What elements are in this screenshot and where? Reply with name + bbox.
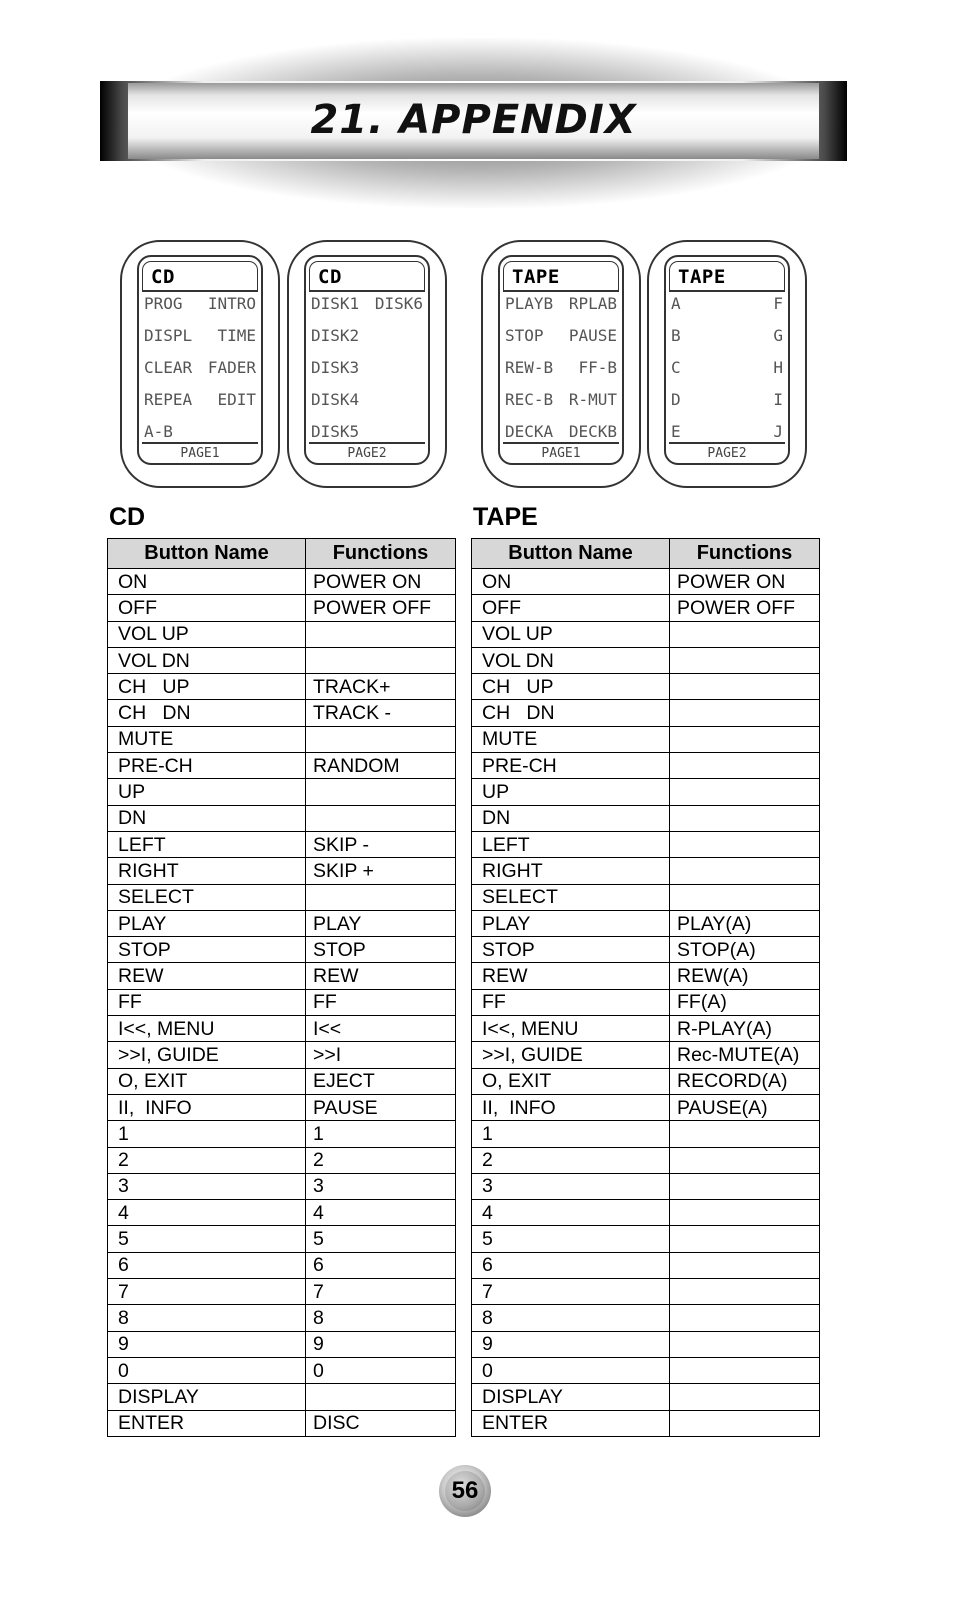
function-cell: 5	[306, 1226, 456, 1252]
lcd-left-label: REC-B	[505, 390, 554, 409]
lcd-page-label: PAGE1	[180, 446, 220, 461]
function-cell: DISC	[306, 1410, 456, 1436]
function-cell: 8	[306, 1305, 456, 1331]
lcd-row	[669, 390, 785, 410]
table-row	[108, 1252, 456, 1278]
lcd-row	[309, 358, 425, 378]
function-cell: STOP	[306, 937, 456, 963]
button-name-cell: PRE-CH	[472, 753, 670, 779]
lcd-row	[142, 326, 258, 346]
button-name-cell: MUTE	[472, 726, 670, 752]
lcd-row	[503, 422, 619, 442]
button-name-cell: 5	[472, 1226, 670, 1252]
table-row	[472, 910, 820, 936]
cd-section-title: CD	[109, 503, 146, 531]
lcd-row	[142, 294, 258, 314]
button-name-cell: OFF	[108, 595, 306, 621]
lcd-header	[669, 261, 785, 290]
table-row	[472, 647, 820, 673]
cd-table	[107, 538, 456, 1437]
page-number-badge	[439, 1465, 491, 1517]
button-name-cell: I<<, MENU	[472, 1016, 670, 1042]
table-row	[472, 1305, 820, 1331]
function-cell: POWER ON	[306, 569, 456, 595]
button-name-cell: SELECT	[472, 884, 670, 910]
lcd-right-label: G	[773, 326, 783, 345]
table-row	[108, 647, 456, 673]
lcd-footer-divider	[142, 442, 258, 444]
function-cell: REW	[306, 963, 456, 989]
lcd-screen	[498, 255, 624, 465]
lcd-row	[503, 326, 619, 346]
function-cell: I<<	[306, 1016, 456, 1042]
table-row	[108, 1279, 456, 1305]
table-row	[108, 1410, 456, 1436]
lcd-row	[669, 326, 785, 346]
button-name-cell: UP	[472, 779, 670, 805]
table-row	[108, 726, 456, 752]
function-cell	[670, 805, 820, 831]
function-cell: 0	[306, 1357, 456, 1383]
function-cell: PLAY(A)	[670, 910, 820, 936]
table-row	[472, 1226, 820, 1252]
table-row	[108, 1226, 456, 1252]
lcd-remote-3	[481, 240, 641, 488]
button-name-cell: ON	[472, 569, 670, 595]
button-name-cell: 3	[472, 1173, 670, 1199]
function-cell	[670, 1121, 820, 1147]
function-cell	[306, 805, 456, 831]
tape-header-functions: Functions	[670, 539, 820, 569]
function-cell: TRACK+	[306, 674, 456, 700]
table-row	[472, 753, 820, 779]
lcd-header	[309, 261, 425, 290]
button-name-cell: VOL UP	[472, 621, 670, 647]
button-name-cell: 4	[472, 1200, 670, 1226]
lcd-row	[309, 390, 425, 410]
function-cell	[306, 884, 456, 910]
lcd-left-label: DISK3	[311, 358, 360, 377]
table-row	[472, 1200, 820, 1226]
table-row	[472, 779, 820, 805]
lcd-right-label: R-MUT	[568, 390, 617, 409]
table-row	[472, 1410, 820, 1436]
lcd-left-label: DISPL	[144, 326, 193, 345]
button-name-cell: OFF	[472, 595, 670, 621]
table-row	[472, 1016, 820, 1042]
button-name-cell: 9	[472, 1331, 670, 1357]
table-row	[108, 595, 456, 621]
button-name-cell: 8	[108, 1305, 306, 1331]
button-name-cell: 6	[472, 1252, 670, 1278]
cd-header-functions: Functions	[306, 539, 456, 569]
lcd-divider	[142, 290, 258, 292]
table-row	[472, 726, 820, 752]
function-cell	[306, 647, 456, 673]
button-name-cell: CH UP	[472, 674, 670, 700]
button-name-cell: II, INFO	[472, 1094, 670, 1120]
lcd-left-label: A-B	[144, 422, 173, 441]
button-name-cell: 0	[108, 1357, 306, 1383]
table-row	[472, 674, 820, 700]
lcd-header	[503, 261, 619, 290]
table-row	[472, 621, 820, 647]
table-row	[108, 805, 456, 831]
lcd-row	[309, 422, 425, 442]
function-cell	[306, 726, 456, 752]
table-row	[472, 1252, 820, 1278]
function-cell	[670, 700, 820, 726]
table-row	[108, 1173, 456, 1199]
function-cell: SKIP +	[306, 858, 456, 884]
function-cell: Rec-MUTE(A)	[670, 1042, 820, 1068]
lcd-footer-divider	[669, 442, 785, 444]
table-row	[472, 858, 820, 884]
function-cell: 9	[306, 1331, 456, 1357]
button-name-cell: 3	[108, 1173, 306, 1199]
table-row	[472, 831, 820, 857]
lcd-left-label: REPEA	[144, 390, 193, 409]
table-row	[108, 937, 456, 963]
function-cell	[670, 1279, 820, 1305]
lcd-page-label: PAGE2	[347, 446, 387, 461]
function-cell: 3	[306, 1173, 456, 1199]
function-cell: FF(A)	[670, 989, 820, 1015]
lcd-title: CD	[318, 266, 342, 288]
lcd-row	[309, 294, 425, 314]
button-name-cell: UP	[108, 779, 306, 805]
table-row	[472, 1068, 820, 1094]
function-cell: PAUSE	[306, 1094, 456, 1120]
lcd-remote-1	[120, 240, 280, 488]
lcd-left-label: DISK5	[311, 422, 360, 441]
lcd-right-label: INTRO	[207, 294, 256, 313]
table-row	[472, 1147, 820, 1173]
table-row	[108, 1094, 456, 1120]
lcd-right-label: TIME	[217, 326, 256, 345]
button-name-cell: ON	[108, 569, 306, 595]
function-cell: PLAY	[306, 910, 456, 936]
button-name-cell: 2	[472, 1147, 670, 1173]
lcd-left-label: STOP	[505, 326, 544, 345]
button-name-cell: DISPLAY	[472, 1384, 670, 1410]
table-row	[472, 989, 820, 1015]
table-row	[108, 1147, 456, 1173]
function-cell	[670, 1410, 820, 1436]
lcd-row	[669, 422, 785, 442]
button-name-cell: FF	[472, 989, 670, 1015]
button-name-cell: ENTER	[472, 1410, 670, 1436]
table-row	[472, 1173, 820, 1199]
function-cell: TRACK -	[306, 700, 456, 726]
lcd-row	[669, 294, 785, 314]
button-name-cell: I<<, MENU	[108, 1016, 306, 1042]
lcd-row	[142, 358, 258, 378]
function-cell	[306, 621, 456, 647]
function-cell: SKIP -	[306, 831, 456, 857]
table-row	[472, 595, 820, 621]
button-name-cell: 7	[108, 1279, 306, 1305]
function-cell	[670, 1200, 820, 1226]
table-row	[472, 1121, 820, 1147]
table-row	[472, 884, 820, 910]
table-row	[108, 753, 456, 779]
lcd-title: TAPE	[678, 266, 726, 288]
function-cell: EJECT	[306, 1068, 456, 1094]
table-row	[472, 1042, 820, 1068]
lcd-row	[669, 358, 785, 378]
function-cell	[670, 1252, 820, 1278]
lcd-right-label: DISK6	[374, 294, 423, 313]
cd-header-button-name: Button Name	[108, 539, 306, 569]
lcd-left-label: B	[671, 326, 681, 345]
lcd-row	[142, 422, 258, 442]
button-name-cell: VOL DN	[108, 647, 306, 673]
button-name-cell: DISPLAY	[108, 1384, 306, 1410]
lcd-divider	[309, 290, 425, 292]
lcd-left-label: D	[671, 390, 681, 409]
lcd-right-label: J	[773, 422, 783, 441]
button-name-cell: 4	[108, 1200, 306, 1226]
lcd-left-label: PLAYB	[505, 294, 554, 313]
table-row	[108, 621, 456, 647]
function-cell	[670, 753, 820, 779]
table-row	[108, 884, 456, 910]
table-row	[108, 700, 456, 726]
lcd-row	[503, 390, 619, 410]
cd-table-header-row	[108, 539, 456, 569]
lcd-left-label: E	[671, 422, 681, 441]
table-row	[108, 674, 456, 700]
table-row	[108, 1068, 456, 1094]
table-row	[472, 805, 820, 831]
header-banner	[100, 81, 847, 161]
button-name-cell: CH DN	[108, 700, 306, 726]
lcd-left-label: DISK1	[311, 294, 360, 313]
function-cell: 7	[306, 1279, 456, 1305]
button-name-cell: REW	[108, 963, 306, 989]
function-cell	[670, 647, 820, 673]
function-cell	[670, 1331, 820, 1357]
button-name-cell: 2	[108, 1147, 306, 1173]
tape-section-title: TAPE	[473, 503, 538, 531]
button-name-cell: ENTER	[108, 1410, 306, 1436]
cd-table-body	[108, 569, 456, 1437]
button-name-cell: VOL DN	[472, 647, 670, 673]
function-cell: POWER OFF	[306, 595, 456, 621]
button-name-cell: PLAY	[108, 910, 306, 936]
function-cell: RANDOM	[306, 753, 456, 779]
tape-header-button-name: Button Name	[472, 539, 670, 569]
button-name-cell: 0	[472, 1357, 670, 1383]
button-name-cell: CH DN	[472, 700, 670, 726]
lcd-left-label: CLEAR	[144, 358, 193, 377]
button-name-cell: LEFT	[472, 831, 670, 857]
function-cell	[306, 779, 456, 805]
lcd-screen	[664, 255, 790, 465]
lcd-remote-4	[647, 240, 807, 488]
function-cell: POWER OFF	[670, 595, 820, 621]
table-row	[108, 1016, 456, 1042]
table-row	[108, 1042, 456, 1068]
button-name-cell: 8	[472, 1305, 670, 1331]
lcd-screen	[304, 255, 430, 465]
button-name-cell: 9	[108, 1331, 306, 1357]
button-name-cell: RIGHT	[472, 858, 670, 884]
tape-table-body	[472, 569, 820, 1437]
button-name-cell: CH UP	[108, 674, 306, 700]
table-row	[108, 858, 456, 884]
table-row	[108, 1384, 456, 1410]
lcd-title: CD	[151, 266, 175, 288]
function-cell: 4	[306, 1200, 456, 1226]
button-name-cell: VOL UP	[108, 621, 306, 647]
lcd-left-label: PROG	[144, 294, 183, 313]
table-row	[108, 1121, 456, 1147]
function-cell	[670, 726, 820, 752]
button-name-cell: MUTE	[108, 726, 306, 752]
lcd-page-label: PAGE2	[707, 446, 747, 461]
function-cell	[670, 858, 820, 884]
lcd-footer-divider	[309, 442, 425, 444]
button-name-cell: DN	[108, 805, 306, 831]
lcd-right-label: FADER	[207, 358, 256, 377]
lcd-right-label: RPLAB	[568, 294, 617, 313]
button-name-cell: PLAY	[472, 910, 670, 936]
button-name-cell: II, INFO	[108, 1094, 306, 1120]
lcd-header	[142, 261, 258, 290]
table-row	[472, 1094, 820, 1120]
function-cell	[670, 1384, 820, 1410]
lcd-right-label: DECKB	[568, 422, 617, 441]
function-cell: RECORD(A)	[670, 1068, 820, 1094]
lcd-page-label: PAGE1	[541, 446, 581, 461]
function-cell	[670, 1173, 820, 1199]
function-cell	[670, 1305, 820, 1331]
table-row	[472, 1384, 820, 1410]
function-cell	[670, 1357, 820, 1383]
lcd-remote-2	[287, 240, 447, 488]
table-row	[108, 569, 456, 595]
table-row	[472, 937, 820, 963]
header-banner-face	[128, 83, 819, 159]
function-cell	[670, 779, 820, 805]
table-row	[108, 1305, 456, 1331]
button-name-cell: SELECT	[108, 884, 306, 910]
lcd-row	[142, 390, 258, 410]
lcd-footer-divider	[503, 442, 619, 444]
button-name-cell: O, EXIT	[108, 1068, 306, 1094]
button-name-cell: O, EXIT	[472, 1068, 670, 1094]
function-cell: REW(A)	[670, 963, 820, 989]
tape-table	[471, 538, 820, 1437]
function-cell: >>I	[306, 1042, 456, 1068]
function-cell	[306, 1384, 456, 1410]
table-row	[108, 910, 456, 936]
table-row	[108, 1331, 456, 1357]
button-name-cell: >>I, GUIDE	[472, 1042, 670, 1068]
function-cell: R-PLAY(A)	[670, 1016, 820, 1042]
function-cell	[670, 1226, 820, 1252]
button-name-cell: REW	[472, 963, 670, 989]
tape-table-header-row	[472, 539, 820, 569]
table-row	[472, 1279, 820, 1305]
button-name-cell: DN	[472, 805, 670, 831]
function-cell: STOP(A)	[670, 937, 820, 963]
table-row	[472, 1357, 820, 1383]
function-cell: 1	[306, 1121, 456, 1147]
table-row	[472, 963, 820, 989]
lcd-title: TAPE	[512, 266, 560, 288]
table-row	[108, 779, 456, 805]
function-cell	[670, 884, 820, 910]
function-cell	[670, 1147, 820, 1173]
button-name-cell: STOP	[472, 937, 670, 963]
lcd-right-label: F	[773, 294, 783, 313]
lcd-right-label: H	[773, 358, 783, 377]
table-row	[472, 569, 820, 595]
lcd-left-label: REW-B	[505, 358, 554, 377]
lcd-divider	[503, 290, 619, 292]
lcd-left-label: C	[671, 358, 681, 377]
button-name-cell: FF	[108, 989, 306, 1015]
function-cell	[670, 621, 820, 647]
lcd-screen	[137, 255, 263, 465]
lcd-left-label: DECKA	[505, 422, 554, 441]
lcd-divider	[669, 290, 785, 292]
lcd-right-label: PAUSE	[568, 326, 617, 345]
table-row	[108, 989, 456, 1015]
lcd-row	[503, 294, 619, 314]
lcd-right-label: EDIT	[217, 390, 256, 409]
function-cell: POWER ON	[670, 569, 820, 595]
page-title: 21. APPENDIX	[310, 97, 637, 143]
button-name-cell: >>I, GUIDE	[108, 1042, 306, 1068]
function-cell: 2	[306, 1147, 456, 1173]
button-name-cell: STOP	[108, 937, 306, 963]
lcd-row	[309, 326, 425, 346]
table-row	[472, 1331, 820, 1357]
table-row	[108, 831, 456, 857]
lcd-left-label: DISK2	[311, 326, 360, 345]
function-cell	[670, 674, 820, 700]
button-name-cell: 1	[472, 1121, 670, 1147]
button-name-cell: PRE-CH	[108, 753, 306, 779]
page-number: 56	[445, 1471, 485, 1511]
button-name-cell: 7	[472, 1279, 670, 1305]
function-cell	[670, 831, 820, 857]
table-row	[108, 1357, 456, 1383]
lcd-left-label: DISK4	[311, 390, 360, 409]
lcd-left-label: A	[671, 294, 681, 313]
function-cell: 6	[306, 1252, 456, 1278]
button-name-cell: LEFT	[108, 831, 306, 857]
lcd-right-label: I	[773, 390, 783, 409]
function-cell: FF	[306, 989, 456, 1015]
table-row	[472, 700, 820, 726]
lcd-row	[503, 358, 619, 378]
button-name-cell: 5	[108, 1226, 306, 1252]
button-name-cell: RIGHT	[108, 858, 306, 884]
table-row	[108, 1200, 456, 1226]
button-name-cell: 1	[108, 1121, 306, 1147]
button-name-cell: 6	[108, 1252, 306, 1278]
table-row	[108, 963, 456, 989]
function-cell: PAUSE(A)	[670, 1094, 820, 1120]
lcd-right-label: FF-B	[578, 358, 617, 377]
